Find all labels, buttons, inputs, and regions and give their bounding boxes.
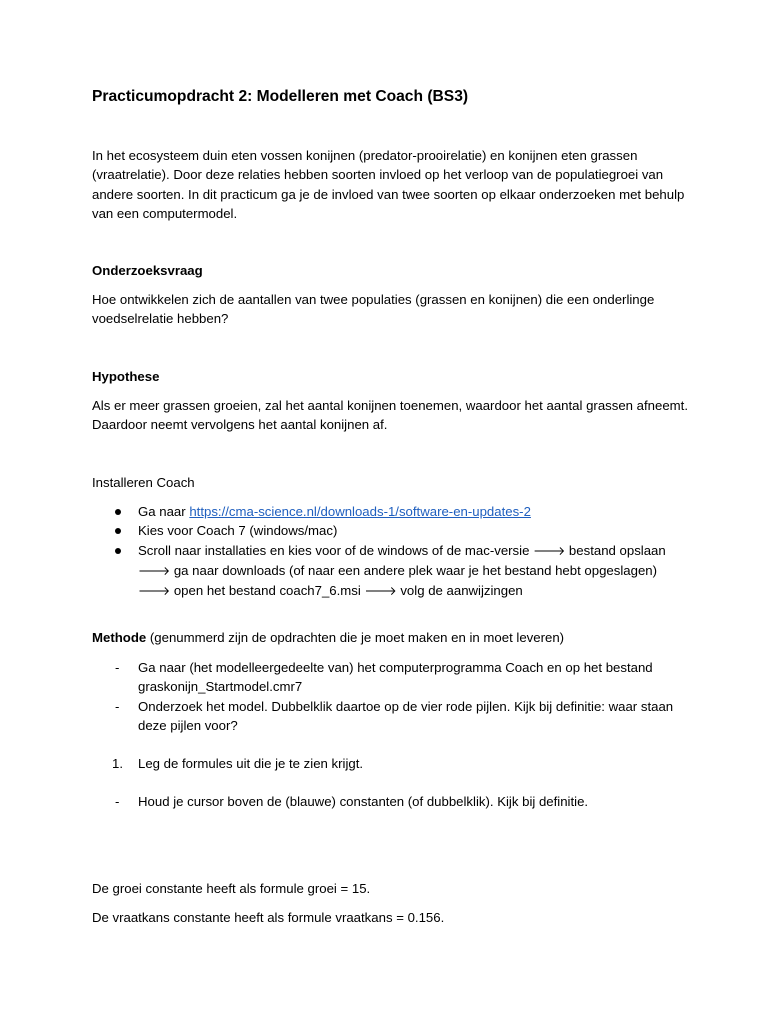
method-heading-note: (genummerd zijn de opdrachten die je moet maken en in moet leveren) — [146, 630, 565, 645]
assignment-1 — [92, 754, 692, 773]
method-steps-list — [92, 658, 692, 735]
method-heading — [92, 628, 692, 647]
install-step-1 — [92, 502, 692, 521]
install-step-3-text-part3: ga naar downloads (of naar een andere plek waar je het bestand hebt opgeslagen) — [170, 562, 658, 578]
install-step-3-text-part2: bestand opslaan — [565, 542, 666, 558]
coach-download-link[interactable]: https://cma-science.nl/downloads-1/software-en-updates-2 — [189, 504, 531, 519]
research-question-heading: Onderzoeksvraag — [92, 263, 203, 278]
method-steps-list-2 — [92, 792, 692, 811]
install-heading: Installeren Coach — [92, 475, 195, 490]
assignment-1-text: Leg de formules uit die je te zien krijgt. — [138, 756, 364, 771]
method-step-open-coach: - Ga naar (het modelleergedeelte van) het computerprogramma Coach en op het bestand graskonijn_Startmodel.cmr7 — [92, 658, 692, 697]
install-step-2-text: Kies voor Coach 7 (windows/mac) — [138, 523, 338, 539]
hypothesis-text: Als er meer grassen groeien, zal het aantal konijnen toenemen, waardoor het aantal grassen afneemt. Daardoor neemt vervolgens het aantal konijnen af. — [92, 398, 688, 433]
research-question-text: Hoe ontwikkelen zich de aantallen van twee populaties (grassen en konijnen) die een onderlinge voedselrelatie hebben? — [92, 292, 655, 327]
constant-groei-text: De groei constante heeft als formule groei = 15. — [92, 881, 371, 896]
arrow-right-icon: 🡒 — [533, 543, 566, 558]
constant-vraatkans-text: De vraatkans constante heeft als formule vraatkans = 0.156. — [92, 910, 445, 925]
install-step-3-text-part5: volg de aanwijzingen — [396, 583, 523, 599]
arrow-right-icon: 🡒 — [138, 563, 171, 578]
install-steps-list — [92, 502, 692, 601]
install-step-3 — [92, 541, 692, 602]
method-step-examine-model: - Onderzoek het model. Dubbelklik daartoe op de vier rode pijlen. Kijk bij definitie: waar staan deze pijlen voor? — [92, 697, 692, 736]
install-step-3-text-part1: Scroll naar installaties en kies voor of de windows of de mac-versie — [138, 542, 534, 558]
arrow-right-icon: 🡒 — [364, 584, 397, 599]
install-step-3-text-part4: open het bestand coach7_6.msi — [170, 583, 365, 599]
hypothesis-heading: Hypothese — [92, 369, 160, 384]
install-step-2 — [92, 521, 692, 540]
document-title: Practicumopdracht 2: Modelleren met Coach (BS3) — [92, 88, 469, 105]
intro-paragraph: In het ecosysteem duin eten vossen konijnen (predator-prooirelatie) en konijnen eten grassen (vraatrelatie). Door deze relaties hebben soorten invloed op het verloop van de populatiegroei van andere soorten. In dit practicum ga je de invloed van twee soorten op elkaar onderzoeken met behulp van een computermodel. — [92, 148, 685, 221]
method-step-hover-constants: - Houd je cursor boven de (blauwe) constanten (of dubbelklik). Kijk bij definitie. — [92, 792, 692, 811]
method-heading-bold: Methode — [92, 630, 147, 645]
arrow-right-icon: 🡒 — [138, 584, 171, 599]
install-step-1-text: Ga naar — [138, 504, 190, 519]
assignment-1-number: 1. — [112, 756, 123, 771]
